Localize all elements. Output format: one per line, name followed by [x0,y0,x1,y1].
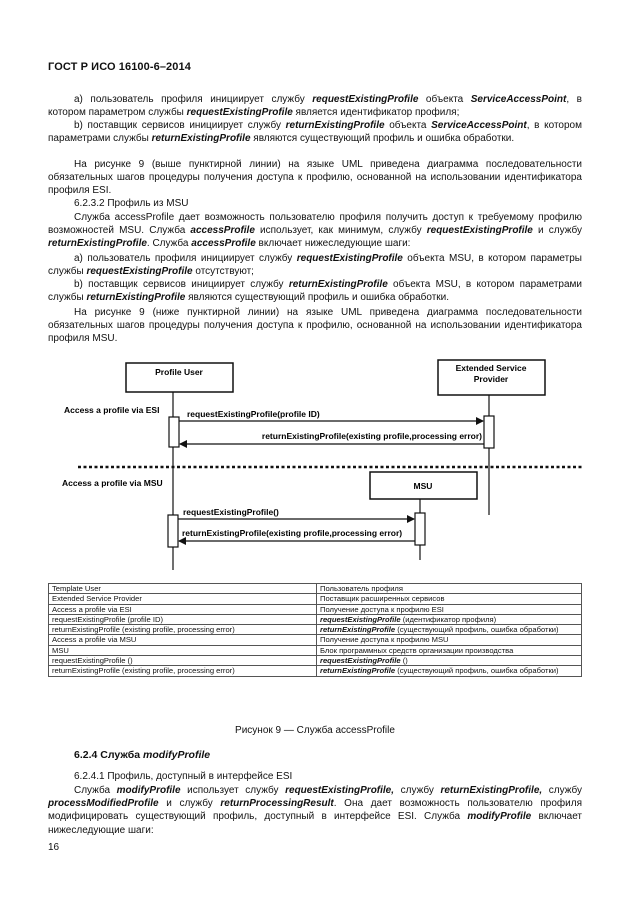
legend-term: returnExistingProfile (existing profile, processing error) [49,666,317,676]
legend-row [49,635,582,645]
legend-row [49,625,582,635]
paragraph: Служба modifyProfile использует службу requestExistingProfile, службу returnExistingProfile, службу processModifiedProfile и службу returnProcessingResult. Она дает возможность пользователю профиля модифицировать существующий профиль, доступный в интерфейсе ESI. Служба modifyProfile включает нижеследующие шаги: [48,785,582,836]
emphasized-term: returnExistingProfile [151,133,251,145]
emphasized-term: requestExistingProfile [426,225,533,237]
emphasized-term: requestExistingProfile [296,253,403,264]
emphasized-term: returnExistingProfile [285,120,385,131]
legend-translation: Блок программных средств организации производства [317,645,582,655]
emphasized-term: modifyProfile [116,785,181,796]
profile-user-label: Profile User [155,367,203,377]
emphasized-term: modifyProfile [467,811,532,823]
emphasized-term: returnProcessingResult [220,798,334,810]
section-number: 6.2.4 Служба [74,749,144,761]
paragraph: На рисунке 9 (ниже пунктирной линии) на языке UML приведена диаграмма последовательности обязательных шагов процедуры получения доступа к профилю, основанной на использовании идентификатора профиля MSU. [48,307,582,345]
paragraph: b) поставщик сервисов инициирует службу returnExistingProfile объекта ServiceAccessPoint, в котором параметрами службы returnExistingProfile являются существующий профиль и ошибка обработки. [48,120,582,145]
legend-row [49,604,582,614]
legend-translation: returnExistingProfile (существующий профиль, ошибка обработки) [317,625,582,635]
msu-label: MSU [413,481,433,491]
emphasized-term: returnExistingProfile [48,238,147,250]
legend-translation: requestExistingProfile () [317,656,582,666]
legend-row [49,614,582,624]
document-header: ГОСТ Р ИСО 16100-6–2014 [48,61,191,73]
access-esi-label: Access a profile via ESI [64,405,160,415]
esp-label-line2: Provider [473,374,509,384]
legend-translation: Пользователь профиля [317,584,582,594]
legend-row [49,656,582,666]
section-name: modifyProfile [143,749,211,761]
return-message-msu: returnExistingProfile(existing profile,processing error) [182,528,403,538]
legend-translation: Поставщик расширенных сервисов [317,594,582,604]
legend-term: returnExistingProfile (existing profile, processing error) [49,625,317,635]
legend-table [48,583,582,677]
emphasized-term: ServiceAccessPoint [470,94,567,105]
activation-esp-esi [484,416,494,448]
access-msu-label: Access a profile via MSU [62,478,163,488]
page-number: 16 [48,842,60,853]
esp-label-line1: Extended Service [455,363,527,373]
legend-row [49,645,582,655]
paragraph: а) пользователь профиля инициирует службу requestExistingProfile объекта ServiceAccessPoint, в котором параметром службы requestExistingProfile является идентификатор профиля; [48,94,582,119]
paragraph: b) поставщик сервисов инициирует службу returnExistingProfile объекта MSU, в котором параметрами службы returnExistingProfile являются существующий профиль и ошибка обработки. [48,279,583,304]
legend-term: Template User [49,584,317,594]
emphasized-term: returnExistingProfile, [440,785,543,796]
sequence-diagram [48,355,582,575]
emphasized-term: returnExistingProfile [320,666,396,676]
subsection-heading: 6.2.3.2 Профиль из MSU [74,198,189,209]
legend-term: requestExistingProfile (profile ID) [49,614,317,624]
paragraph: На рисунке 9 (выше пунктирной линии) на языке UML приведена диаграмма последовательности обязательных шагов процедуры получения доступа к профилю, основанной на использовании идентификатора профиля ESI. [48,159,582,197]
request-message-msu: requestExistingProfile() [183,507,279,517]
activation-msu [415,513,425,545]
emphasized-term: requestExistingProfile [320,614,401,624]
section-heading [74,749,210,761]
legend-term: requestExistingProfile () [49,656,317,666]
paragraph: Служба accessProfile дает возможность пользователю профиля получить доступ к требуемому профилю возможностей MSU. Служба accessProfile использует, как минимум, службу requestExistingProfile и службу returnExistingProfile. Служба accessProfile включает нижеследующие шаги: [48,212,582,250]
legend-term: MSU [49,645,317,655]
emphasized-term: accessProfile [191,238,256,250]
emphasized-term: requestExistingProfile [186,107,293,119]
emphasized-term: returnExistingProfile [288,279,388,290]
legend-translation: returnExistingProfile (существующий профиль, ошибка обработки) [317,666,582,676]
legend-translation: Получение доступа к профилю ESI [317,604,582,614]
emphasized-term: requestExistingProfile, [285,785,395,796]
legend-term: Extended Service Provider [49,594,317,604]
return-message-esi: returnExistingProfile(existing profile,processing error) [261,431,482,441]
subsection-heading: 6.2.4.1 Профиль, доступный в интерфейсе ESI [74,771,293,782]
emphasized-term: requestExistingProfile [320,656,401,666]
emphasized-term: requestExistingProfile [312,94,419,105]
emphasized-term: returnExistingProfile [86,292,186,304]
activation-user-esi [169,417,179,447]
legend-translation: Получение доступа к профилю MSU [317,635,582,645]
legend-row [49,584,582,594]
legend-translation: requestExistingProfile (идентификатор профиля) [317,614,582,624]
legend-row [49,666,582,676]
emphasized-term: ServiceAccessPoint [431,120,527,131]
emphasized-term: processModifiedProfile [48,798,159,810]
emphasized-term: requestExistingProfile [86,266,193,278]
activation-user-msu [168,515,178,547]
emphasized-term: accessProfile [190,225,255,237]
legend-term: Access a profile via MSU [49,635,317,645]
emphasized-term: returnExistingProfile [320,625,396,635]
legend-row [49,594,582,604]
paragraph: а) пользователь профиля инициирует службу requestExistingProfile объекта MSU, в котором параметры службы requestExistingProfile отсутствуют; [48,253,582,278]
request-message-esi: requestExistingProfile(profile ID) [187,409,320,419]
legend-term: Access a profile via ESI [49,604,317,614]
figure-caption: Рисунок 9 — Служба accessProfile [235,725,395,736]
